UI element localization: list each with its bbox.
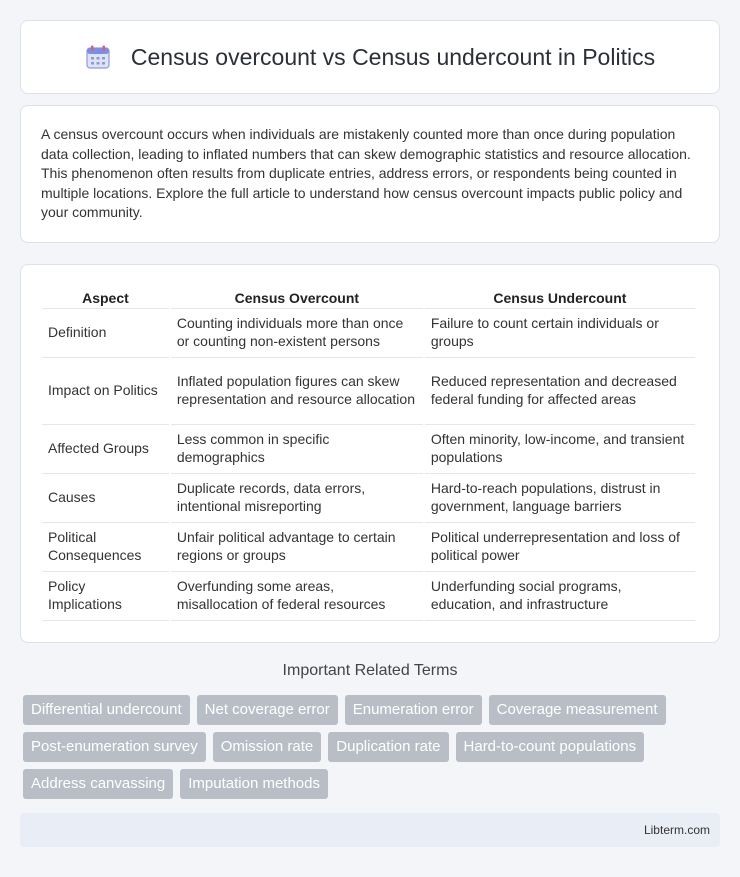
- header-card: [20, 20, 720, 94]
- related-term-tag[interactable]: Imputation methods: [180, 769, 328, 799]
- row-aspect: Policy Implications: [42, 572, 169, 621]
- page-title: Census overcount vs Census undercount in Politics: [130, 43, 656, 70]
- column-header-aspect: Aspect: [42, 285, 169, 309]
- row-aspect: Impact on Politics: [42, 358, 169, 425]
- row-overcount: Inflated population figures can skew representation and resource allocation: [171, 358, 423, 425]
- intro-paragraph: A census overcount occurs when individuals are mistakenly counted more than once during population data collection, leading to inflated numbers that can skew demographic statistics and resource allocation. This phenomenon often results from duplicate entries, address errors, or respondents being counted in multiple locations. Explore the full article to understand how census overcount impacts public policy and your community.: [41, 126, 691, 221]
- comparison-table: [40, 285, 697, 621]
- column-header-overcount: Census Overcount: [171, 285, 423, 309]
- related-term-tag[interactable]: Address canvassing: [23, 769, 173, 799]
- related-terms-title: Important Related Terms: [282, 662, 458, 679]
- row-overcount: Duplicate records, data errors, intentional misreporting: [171, 474, 423, 523]
- calendar-icon: [85, 44, 111, 70]
- related-term-tag[interactable]: Net coverage error: [197, 695, 338, 725]
- intro-card: [20, 105, 720, 243]
- row-aspect: Affected Groups: [42, 425, 169, 474]
- row-overcount: Overfunding some areas, misallocation of federal resources: [171, 572, 423, 621]
- table-header-row: [42, 285, 695, 309]
- comparison-card: [20, 264, 720, 643]
- table-row: [42, 358, 695, 425]
- row-undercount: Hard-to-reach populations, distrust in government, language barriers: [425, 474, 695, 523]
- row-overcount: Counting individuals more than once or counting non-existent persons: [171, 309, 423, 358]
- footer-brand-link[interactable]: Libterm.com: [643, 823, 710, 837]
- related-term-tag[interactable]: Omission rate: [213, 732, 322, 762]
- table-row: [42, 425, 695, 474]
- row-aspect: Definition: [42, 309, 169, 358]
- related-terms-list: [23, 695, 723, 806]
- row-undercount: Political underrepresentation and loss of political power: [425, 523, 695, 572]
- table-row: [42, 474, 695, 523]
- footer: [20, 813, 720, 847]
- row-aspect: Causes: [42, 474, 169, 523]
- row-undercount: Often minority, low-income, and transient populations: [425, 425, 695, 474]
- related-term-tag[interactable]: Post-enumeration survey: [23, 732, 206, 762]
- related-term-tag[interactable]: Differential undercount: [23, 695, 190, 725]
- table-row: [42, 572, 695, 621]
- row-undercount: Reduced representation and decreased federal funding for affected areas: [425, 358, 695, 425]
- row-undercount: Failure to count certain individuals or groups: [425, 309, 695, 358]
- column-header-undercount: Census Undercount: [425, 285, 695, 309]
- row-overcount: Unfair political advantage to certain regions or groups: [171, 523, 423, 572]
- related-term-tag[interactable]: Coverage measurement: [489, 695, 666, 725]
- row-overcount: Less common in specific demographics: [171, 425, 423, 474]
- row-aspect: Political Consequences: [42, 523, 169, 572]
- table-row: [42, 309, 695, 358]
- table-row: [42, 523, 695, 572]
- related-term-tag[interactable]: Duplication rate: [328, 732, 448, 762]
- row-undercount: Underfunding social programs, education, and infrastructure: [425, 572, 695, 621]
- related-term-tag[interactable]: Enumeration error: [345, 695, 482, 725]
- related-term-tag[interactable]: Hard-to-count populations: [456, 732, 645, 762]
